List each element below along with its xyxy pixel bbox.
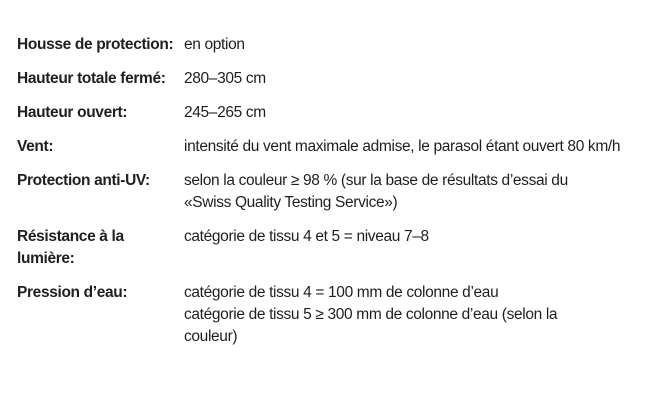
spec-label: Hauteur totale fermé: [17,70,166,87]
spec-value-line: «Swiss Quality Testing Service») [184,194,398,211]
spec-value-line: en option [184,36,245,53]
spec-label: Housse de protection: [17,36,174,53]
spec-label-line: lumière: [17,250,75,267]
spec-value [184,102,657,124]
spec-row-pression-eau [17,282,657,348]
spec-row-hauteur-ouvert [17,102,657,124]
spec-row-protection-uv [17,170,657,214]
spec-label: Pression d’eau: [17,284,128,301]
spec-value-line: couleur) [184,328,238,345]
spec-value [184,34,657,56]
spec-row-vent [17,136,657,158]
spec-value-line: 280–305 cm [184,70,266,87]
spec-table [17,34,657,348]
spec-label: Protection anti-UV: [17,172,150,189]
spec-value-line: catégorie de tissu 4 = 100 mm de colonne d’eau [184,284,499,301]
spec-value [184,226,657,248]
spec-value-line: selon la couleur ≥ 98 % (sur la base de résultats d’essai du [184,172,568,189]
spec-value-line: 245–265 cm [184,104,266,121]
spec-label [17,226,184,270]
spec-label-line: Résistance à la [17,228,124,245]
spec-row-resistance-lumiere [17,226,657,270]
spec-label: Vent: [17,138,54,155]
spec-label: Hauteur ouvert: [17,104,128,121]
spec-row-housse [17,34,657,56]
spec-value [184,282,657,348]
spec-value-line: intensité du vent maximale admise, le parasol étant ouvert 80 km/h [184,138,621,155]
spec-value [184,68,657,90]
spec-value [184,136,657,158]
spec-value-line: catégorie de tissu 4 et 5 = niveau 7–8 [184,228,429,245]
spec-value-line: catégorie de tissu 5 ≥ 300 mm de colonne d’eau (selon la [184,306,558,323]
spec-row-hauteur-totale [17,68,657,90]
spec-value [184,170,657,214]
